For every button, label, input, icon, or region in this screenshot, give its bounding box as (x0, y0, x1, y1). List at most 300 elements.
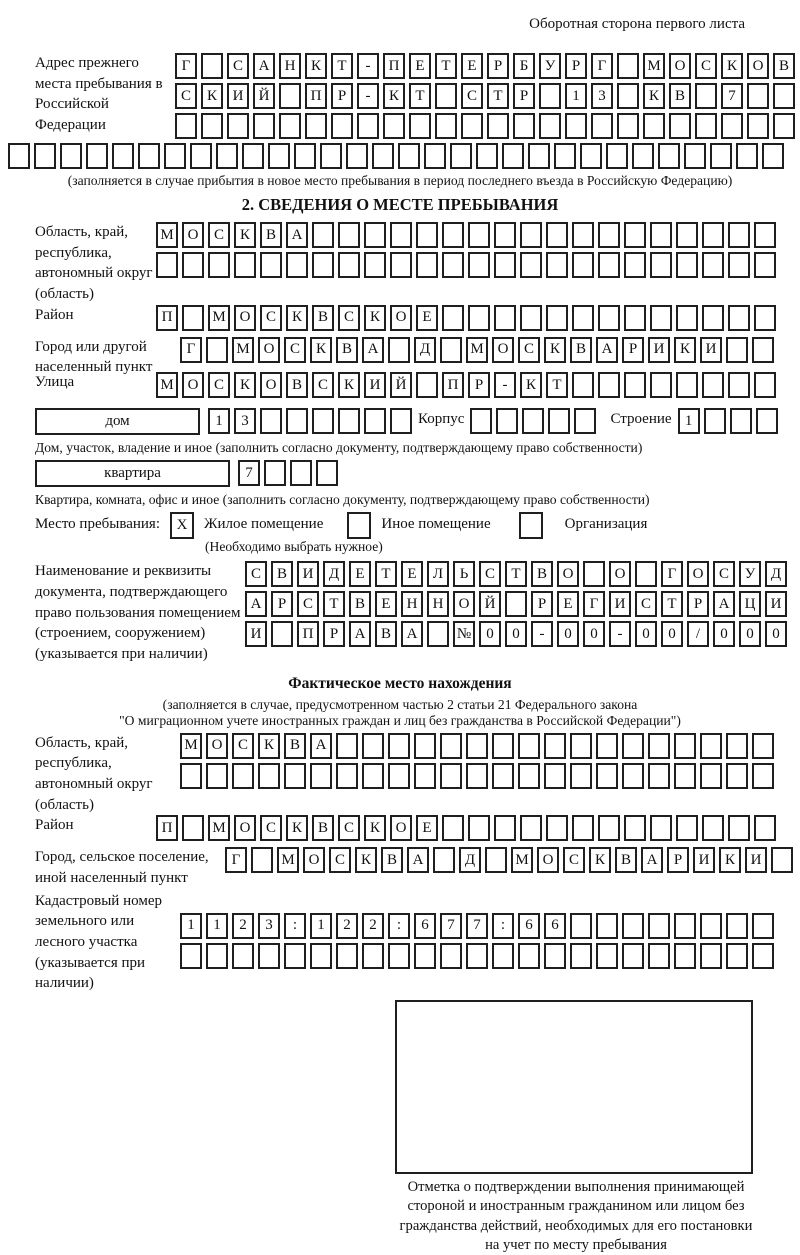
char-cell[interactable]: К (674, 337, 696, 363)
char-cell[interactable] (624, 815, 646, 841)
char-cell[interactable]: К (286, 305, 308, 331)
char-cell[interactable] (598, 252, 620, 278)
char-cell[interactable] (583, 561, 605, 587)
checkbox-organizatsiya[interactable] (519, 512, 543, 539)
char-cell[interactable] (544, 733, 566, 759)
char-cell[interactable] (466, 763, 488, 789)
char-cell[interactable] (468, 305, 490, 331)
char-cell[interactable] (762, 143, 784, 169)
char-cell[interactable]: А (245, 591, 267, 617)
char-cell[interactable] (546, 305, 568, 331)
char-cell[interactable] (312, 252, 334, 278)
char-cell[interactable]: И (245, 621, 267, 647)
char-cell[interactable]: Д (765, 561, 787, 587)
char-cell[interactable]: / (687, 621, 709, 647)
char-cell[interactable] (440, 337, 462, 363)
char-cell[interactable]: М (180, 733, 202, 759)
char-cell[interactable] (622, 763, 644, 789)
char-cell[interactable]: К (383, 83, 405, 109)
char-cell[interactable]: А (310, 733, 332, 759)
char-cell[interactable] (702, 305, 724, 331)
char-cell[interactable] (416, 372, 438, 398)
char-cell[interactable] (208, 252, 230, 278)
char-cell[interactable] (596, 943, 618, 969)
char-cell[interactable]: - (357, 83, 379, 109)
char-cell[interactable] (650, 372, 672, 398)
char-cell[interactable]: С (479, 561, 501, 587)
char-cell[interactable] (466, 943, 488, 969)
char-cell[interactable]: 0 (661, 621, 683, 647)
char-cell[interactable]: 0 (479, 621, 501, 647)
char-cell[interactable]: Е (349, 561, 371, 587)
char-cell[interactable]: - (609, 621, 631, 647)
char-cell[interactable] (676, 815, 698, 841)
char-cell[interactable]: Т (375, 561, 397, 587)
char-cell[interactable] (260, 408, 282, 434)
char-cell[interactable] (752, 763, 774, 789)
char-cell[interactable] (773, 113, 795, 139)
char-cell[interactable] (598, 222, 620, 248)
char-cell[interactable]: К (544, 337, 566, 363)
char-cell[interactable]: Ь (453, 561, 475, 587)
char-cell[interactable]: К (364, 815, 386, 841)
char-cell[interactable]: В (615, 847, 637, 873)
char-cell[interactable]: : (284, 913, 306, 939)
char-cell[interactable] (164, 143, 186, 169)
char-cell[interactable]: В (375, 621, 397, 647)
char-cell[interactable] (388, 763, 410, 789)
char-cell[interactable]: А (596, 337, 618, 363)
char-cell[interactable] (606, 143, 628, 169)
char-cell[interactable]: 1 (208, 408, 230, 434)
char-cell[interactable]: С (338, 815, 360, 841)
char-cell[interactable] (773, 83, 795, 109)
char-cell[interactable]: У (539, 53, 561, 79)
char-cell[interactable] (485, 847, 507, 873)
char-cell[interactable] (206, 337, 228, 363)
char-cell[interactable] (409, 113, 431, 139)
char-cell[interactable] (364, 408, 386, 434)
char-cell[interactable] (258, 763, 280, 789)
char-cell[interactable]: Г (583, 591, 605, 617)
char-cell[interactable]: В (531, 561, 553, 587)
char-cell[interactable] (468, 815, 490, 841)
char-cell[interactable]: С (518, 337, 540, 363)
char-cell[interactable] (362, 943, 384, 969)
char-cell[interactable] (548, 408, 570, 434)
char-cell[interactable] (232, 943, 254, 969)
char-cell[interactable] (513, 113, 535, 139)
char-cell[interactable]: В (349, 591, 371, 617)
char-cell[interactable] (617, 53, 639, 79)
char-cell[interactable] (702, 372, 724, 398)
char-cell[interactable]: М (466, 337, 488, 363)
char-cell[interactable] (650, 252, 672, 278)
char-cell[interactable] (305, 113, 327, 139)
char-cell[interactable] (572, 815, 594, 841)
char-cell[interactable] (658, 143, 680, 169)
char-cell[interactable]: 0 (583, 621, 605, 647)
char-cell[interactable] (695, 113, 717, 139)
char-cell[interactable] (674, 943, 696, 969)
char-cell[interactable]: 0 (713, 621, 735, 647)
char-cell[interactable] (518, 943, 540, 969)
char-cell[interactable] (310, 943, 332, 969)
char-cell[interactable] (390, 252, 412, 278)
checkbox-zhiloe[interactable]: X (170, 512, 194, 539)
char-cell[interactable] (442, 252, 464, 278)
char-cell[interactable]: А (362, 337, 384, 363)
char-cell[interactable] (622, 733, 644, 759)
char-cell[interactable] (258, 943, 280, 969)
char-cell[interactable] (726, 337, 748, 363)
char-cell[interactable] (216, 143, 238, 169)
char-cell[interactable]: О (609, 561, 631, 587)
char-cell[interactable]: М (643, 53, 665, 79)
char-cell[interactable] (383, 113, 405, 139)
char-cell[interactable]: : (492, 913, 514, 939)
char-cell[interactable]: С (245, 561, 267, 587)
char-cell[interactable] (440, 763, 462, 789)
char-cell[interactable] (206, 943, 228, 969)
char-cell[interactable] (494, 815, 516, 841)
char-cell[interactable] (496, 408, 518, 434)
char-cell[interactable]: Е (416, 815, 438, 841)
char-cell[interactable] (754, 305, 776, 331)
char-cell[interactable] (180, 943, 202, 969)
char-cell[interactable] (362, 733, 384, 759)
char-cell[interactable]: Е (409, 53, 431, 79)
char-cell[interactable] (669, 113, 691, 139)
char-cell[interactable] (643, 113, 665, 139)
char-cell[interactable] (338, 222, 360, 248)
char-cell[interactable]: О (258, 337, 280, 363)
char-cell[interactable] (388, 733, 410, 759)
char-cell[interactable] (617, 113, 639, 139)
char-cell[interactable] (520, 815, 542, 841)
char-cell[interactable]: О (182, 372, 204, 398)
char-cell[interactable] (336, 943, 358, 969)
char-cell[interactable]: - (494, 372, 516, 398)
char-cell[interactable]: Р (468, 372, 490, 398)
char-cell[interactable]: М (277, 847, 299, 873)
char-cell[interactable] (598, 815, 620, 841)
char-cell[interactable]: Р (667, 847, 689, 873)
char-cell[interactable]: 6 (518, 913, 540, 939)
char-cell[interactable]: М (156, 222, 178, 248)
char-cell[interactable]: : (388, 913, 410, 939)
char-cell[interactable] (253, 113, 275, 139)
char-cell[interactable]: Р (323, 621, 345, 647)
char-cell[interactable]: 1 (180, 913, 202, 939)
char-cell[interactable]: С (208, 222, 230, 248)
char-cell[interactable]: М (208, 305, 230, 331)
char-cell[interactable]: М (208, 815, 230, 841)
char-cell[interactable] (726, 763, 748, 789)
char-cell[interactable] (622, 943, 644, 969)
char-cell[interactable] (206, 763, 228, 789)
char-cell[interactable] (112, 143, 134, 169)
char-cell[interactable]: О (669, 53, 691, 79)
char-cell[interactable] (648, 763, 670, 789)
char-cell[interactable]: В (286, 372, 308, 398)
char-cell[interactable] (388, 943, 410, 969)
char-cell[interactable]: К (520, 372, 542, 398)
char-cell[interactable]: Н (427, 591, 449, 617)
char-cell[interactable]: О (687, 561, 709, 587)
char-cell[interactable]: Р (513, 83, 535, 109)
char-cell[interactable]: С (175, 83, 197, 109)
char-cell[interactable]: К (719, 847, 741, 873)
char-cell[interactable] (492, 763, 514, 789)
char-cell[interactable] (362, 763, 384, 789)
char-cell[interactable] (546, 252, 568, 278)
char-cell[interactable] (721, 113, 743, 139)
char-cell[interactable] (492, 733, 514, 759)
char-cell[interactable] (728, 252, 750, 278)
char-cell[interactable] (476, 143, 498, 169)
char-cell[interactable] (390, 408, 412, 434)
char-cell[interactable]: Т (409, 83, 431, 109)
char-cell[interactable]: К (310, 337, 332, 363)
char-cell[interactable]: 7 (440, 913, 462, 939)
char-cell[interactable]: С (695, 53, 717, 79)
char-cell[interactable]: К (721, 53, 743, 79)
char-cell[interactable]: П (305, 83, 327, 109)
char-cell[interactable] (635, 561, 657, 587)
char-cell[interactable]: Н (279, 53, 301, 79)
char-cell[interactable]: О (234, 305, 256, 331)
char-cell[interactable] (544, 943, 566, 969)
char-cell[interactable]: К (338, 372, 360, 398)
char-cell[interactable]: О (206, 733, 228, 759)
char-cell[interactable] (468, 252, 490, 278)
char-cell[interactable]: О (182, 222, 204, 248)
char-cell[interactable] (674, 733, 696, 759)
char-cell[interactable] (86, 143, 108, 169)
char-cell[interactable]: Г (175, 53, 197, 79)
char-cell[interactable]: С (461, 83, 483, 109)
char-cell[interactable] (440, 733, 462, 759)
char-cell[interactable] (624, 222, 646, 248)
char-cell[interactable]: Р (531, 591, 553, 617)
char-cell[interactable]: О (453, 591, 475, 617)
char-cell[interactable]: А (349, 621, 371, 647)
char-cell[interactable]: Р (687, 591, 709, 617)
char-cell[interactable] (34, 143, 56, 169)
char-cell[interactable] (414, 733, 436, 759)
char-cell[interactable]: В (312, 815, 334, 841)
char-cell[interactable] (756, 408, 778, 434)
char-cell[interactable] (466, 733, 488, 759)
char-cell[interactable] (251, 847, 273, 873)
char-cell[interactable]: Е (557, 591, 579, 617)
char-cell[interactable] (364, 222, 386, 248)
char-cell[interactable] (624, 252, 646, 278)
char-cell[interactable] (648, 943, 670, 969)
char-cell[interactable]: П (383, 53, 405, 79)
char-cell[interactable]: К (234, 222, 256, 248)
char-cell[interactable] (676, 372, 698, 398)
char-cell[interactable]: С (713, 561, 735, 587)
char-cell[interactable]: Р (331, 83, 353, 109)
char-cell[interactable] (754, 252, 776, 278)
char-cell[interactable] (284, 763, 306, 789)
char-cell[interactable] (470, 408, 492, 434)
char-cell[interactable]: № (453, 621, 475, 647)
char-cell[interactable]: О (557, 561, 579, 587)
char-cell[interactable] (570, 763, 592, 789)
char-cell[interactable] (520, 305, 542, 331)
char-cell[interactable] (338, 408, 360, 434)
char-cell[interactable]: Й (479, 591, 501, 617)
char-cell[interactable] (416, 222, 438, 248)
char-cell[interactable]: Й (253, 83, 275, 109)
char-cell[interactable] (546, 222, 568, 248)
char-cell[interactable]: 1 (565, 83, 587, 109)
char-cell[interactable]: А (407, 847, 429, 873)
char-cell[interactable] (279, 83, 301, 109)
char-cell[interactable] (372, 143, 394, 169)
char-cell[interactable] (596, 733, 618, 759)
char-cell[interactable] (617, 83, 639, 109)
char-cell[interactable]: 0 (739, 621, 761, 647)
char-cell[interactable]: 7 (721, 83, 743, 109)
char-cell[interactable]: Д (323, 561, 345, 587)
char-cell[interactable]: С (227, 53, 249, 79)
char-cell[interactable] (494, 222, 516, 248)
char-cell[interactable]: Т (661, 591, 683, 617)
char-cell[interactable] (442, 305, 464, 331)
char-cell[interactable]: О (390, 815, 412, 841)
char-cell[interactable] (242, 143, 264, 169)
char-cell[interactable] (747, 113, 769, 139)
char-cell[interactable]: 3 (591, 83, 613, 109)
char-cell[interactable]: С (284, 337, 306, 363)
char-cell[interactable] (702, 222, 724, 248)
char-cell[interactable] (286, 408, 308, 434)
char-cell[interactable] (505, 591, 527, 617)
char-cell[interactable] (310, 763, 332, 789)
char-cell[interactable]: Р (271, 591, 293, 617)
char-cell[interactable]: О (747, 53, 769, 79)
char-cell[interactable] (596, 913, 618, 939)
char-cell[interactable] (450, 143, 472, 169)
char-cell[interactable]: 1 (678, 408, 700, 434)
char-cell[interactable] (754, 222, 776, 248)
char-cell[interactable] (435, 113, 457, 139)
char-cell[interactable]: И (700, 337, 722, 363)
char-cell[interactable]: И (227, 83, 249, 109)
char-cell[interactable]: 2 (362, 913, 384, 939)
char-cell[interactable]: 1 (206, 913, 228, 939)
char-cell[interactable] (336, 733, 358, 759)
char-cell[interactable] (648, 733, 670, 759)
char-cell[interactable] (522, 408, 544, 434)
char-cell[interactable]: К (589, 847, 611, 873)
checkbox-inoe[interactable] (347, 512, 371, 539)
char-cell[interactable] (427, 621, 449, 647)
char-cell[interactable] (442, 815, 464, 841)
char-cell[interactable]: С (260, 815, 282, 841)
char-cell[interactable]: О (234, 815, 256, 841)
char-cell[interactable] (570, 943, 592, 969)
char-cell[interactable]: В (260, 222, 282, 248)
char-cell[interactable]: К (286, 815, 308, 841)
char-cell[interactable]: С (338, 305, 360, 331)
char-cell[interactable]: В (669, 83, 691, 109)
char-cell[interactable] (182, 815, 204, 841)
char-cell[interactable]: С (312, 372, 334, 398)
char-cell[interactable]: П (156, 305, 178, 331)
char-cell[interactable]: Р (487, 53, 509, 79)
char-cell[interactable]: П (297, 621, 319, 647)
char-cell[interactable]: С (635, 591, 657, 617)
char-cell[interactable] (182, 252, 204, 278)
char-cell[interactable] (442, 222, 464, 248)
char-cell[interactable] (632, 143, 654, 169)
char-cell[interactable] (286, 252, 308, 278)
char-cell[interactable]: Д (414, 337, 436, 363)
char-cell[interactable]: 0 (765, 621, 787, 647)
char-cell[interactable] (138, 143, 160, 169)
char-cell[interactable]: С (232, 733, 254, 759)
char-cell[interactable]: К (201, 83, 223, 109)
char-cell[interactable] (730, 408, 752, 434)
char-cell[interactable] (572, 372, 594, 398)
char-cell[interactable] (650, 222, 672, 248)
char-cell[interactable] (435, 83, 457, 109)
char-cell[interactable]: И (364, 372, 386, 398)
char-cell[interactable] (648, 913, 670, 939)
char-cell[interactable]: С (329, 847, 351, 873)
char-cell[interactable] (312, 408, 334, 434)
char-cell[interactable]: 0 (557, 621, 579, 647)
char-cell[interactable] (726, 733, 748, 759)
char-cell[interactable] (180, 763, 202, 789)
char-cell[interactable] (539, 83, 561, 109)
char-cell[interactable] (528, 143, 550, 169)
char-cell[interactable] (702, 815, 724, 841)
char-cell[interactable] (752, 733, 774, 759)
char-cell[interactable]: В (570, 337, 592, 363)
char-cell[interactable] (487, 113, 509, 139)
char-cell[interactable] (591, 113, 613, 139)
char-cell[interactable] (771, 847, 793, 873)
char-cell[interactable] (518, 763, 540, 789)
char-cell[interactable] (624, 305, 646, 331)
char-cell[interactable] (390, 222, 412, 248)
char-cell[interactable]: В (381, 847, 403, 873)
char-cell[interactable]: А (286, 222, 308, 248)
char-cell[interactable]: Л (427, 561, 449, 587)
char-cell[interactable] (684, 143, 706, 169)
char-cell[interactable] (676, 252, 698, 278)
char-cell[interactable]: В (336, 337, 358, 363)
char-cell[interactable]: 3 (258, 913, 280, 939)
char-cell[interactable]: Й (390, 372, 412, 398)
char-cell[interactable] (260, 252, 282, 278)
char-cell[interactable] (424, 143, 446, 169)
char-cell[interactable] (650, 815, 672, 841)
char-cell[interactable] (175, 113, 197, 139)
char-cell[interactable]: В (773, 53, 795, 79)
char-cell[interactable] (433, 847, 455, 873)
char-cell[interactable] (190, 143, 212, 169)
char-cell[interactable] (598, 305, 620, 331)
char-cell[interactable]: У (739, 561, 761, 587)
char-cell[interactable]: 2 (336, 913, 358, 939)
